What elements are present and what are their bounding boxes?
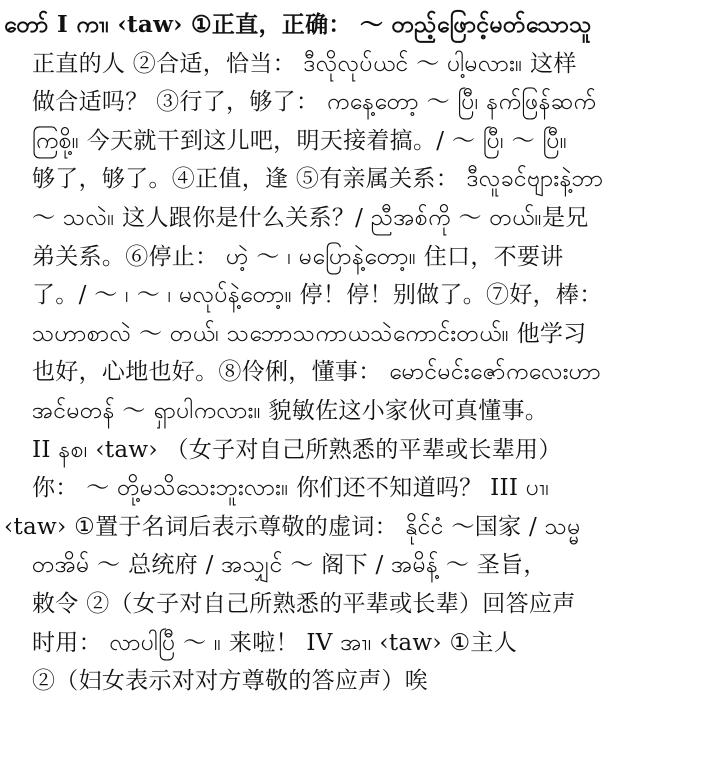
entry-line-4: ကြစို့။ 今天就干到这儿吧，明天接着搞。/ ～ ပြီ၊ ～ ပြီ။ — [32, 127, 568, 154]
entry-line-14: ‹taw› ①置于名词后表示尊敬的虚词： နိုင်ငံ ～国家 / သမ္မ — [4, 513, 581, 540]
entry-line-3: 做合适吗？ ③行了，够了： ကနေ့တော့ ～ ပြီ၊ နက်ဖြန်ဆက် — [32, 89, 597, 116]
entry-line-11: အင်မတန် ～ ရှာပါကလား။ 貌敏佐这小家伙可真懂事。 — [32, 397, 549, 424]
entry-line-12: II နစ၊ ‹taw› （女子对自己所熟悉的平辈或长辈用） — [32, 436, 562, 463]
entry-line-18: ②（妇女表示对对方尊敬的答应声）唉 — [32, 668, 429, 695]
entry-line-6: ～ သလဲ။ 这人跟你是什么关系？/ ညီအစ်ကို ～ တယ်။是兄 — [32, 204, 589, 231]
entry-line-16: 敕令 ②（女子对自己所熟悉的平辈或长辈）回答应声 — [32, 590, 576, 617]
entry-line-13: 你： ～ တို့မသိသေးဘူးလား။ 你们还不知道吗？ III ပၢ၊ — [32, 475, 550, 502]
entry-line-10: 也好，心地也好。⑧伶俐，懂事： မောင်မင်းဇော်ကလေးဟာ — [32, 359, 602, 386]
entry-line-17: 时用： လာပါပြီ ～ ။ 来啦！ IV အၢ၊ ‹taw› ①主人 — [32, 629, 518, 656]
entry-line-9: သဟာစာလဲ ～ တယ်၊ သဘောသကာယသဲကောင်းတယ်။ 他学习 — [32, 320, 587, 347]
entry-line-2: 正直的人 ②合适，恰当： ဒီလိုလုပ်ယင် ～ ပါ့မလား။ 这样 — [32, 50, 577, 77]
entry-line-15: တအိမ် ～ 总统府 / အသျှင် ～ 阁下 / အမိန့် ～ 圣旨， — [32, 552, 547, 579]
entry-line-7: 弟关系。⑥停止： ဟဲ့ ～ ၊ မပြောနဲ့တော့။ 住口，不要讲 — [32, 243, 564, 270]
entry-line-1: တော် I ကၢ၊ ‹taw› ①正直，正确： ～ တည့်ဖြောင့်မတ်သောသူ — [4, 11, 592, 38]
entry-line-5: 够了，够了。④正值，逢 ⑤有亲属关系： ဒီလူခင်ဗျားနဲ့ဘာ — [32, 166, 604, 193]
entry-line-8: 了。/ ～ ၊ ～ ၊ မလုပ်နဲ့တော့။ 停！停！别做了。⑦好，棒： — [32, 282, 603, 309]
